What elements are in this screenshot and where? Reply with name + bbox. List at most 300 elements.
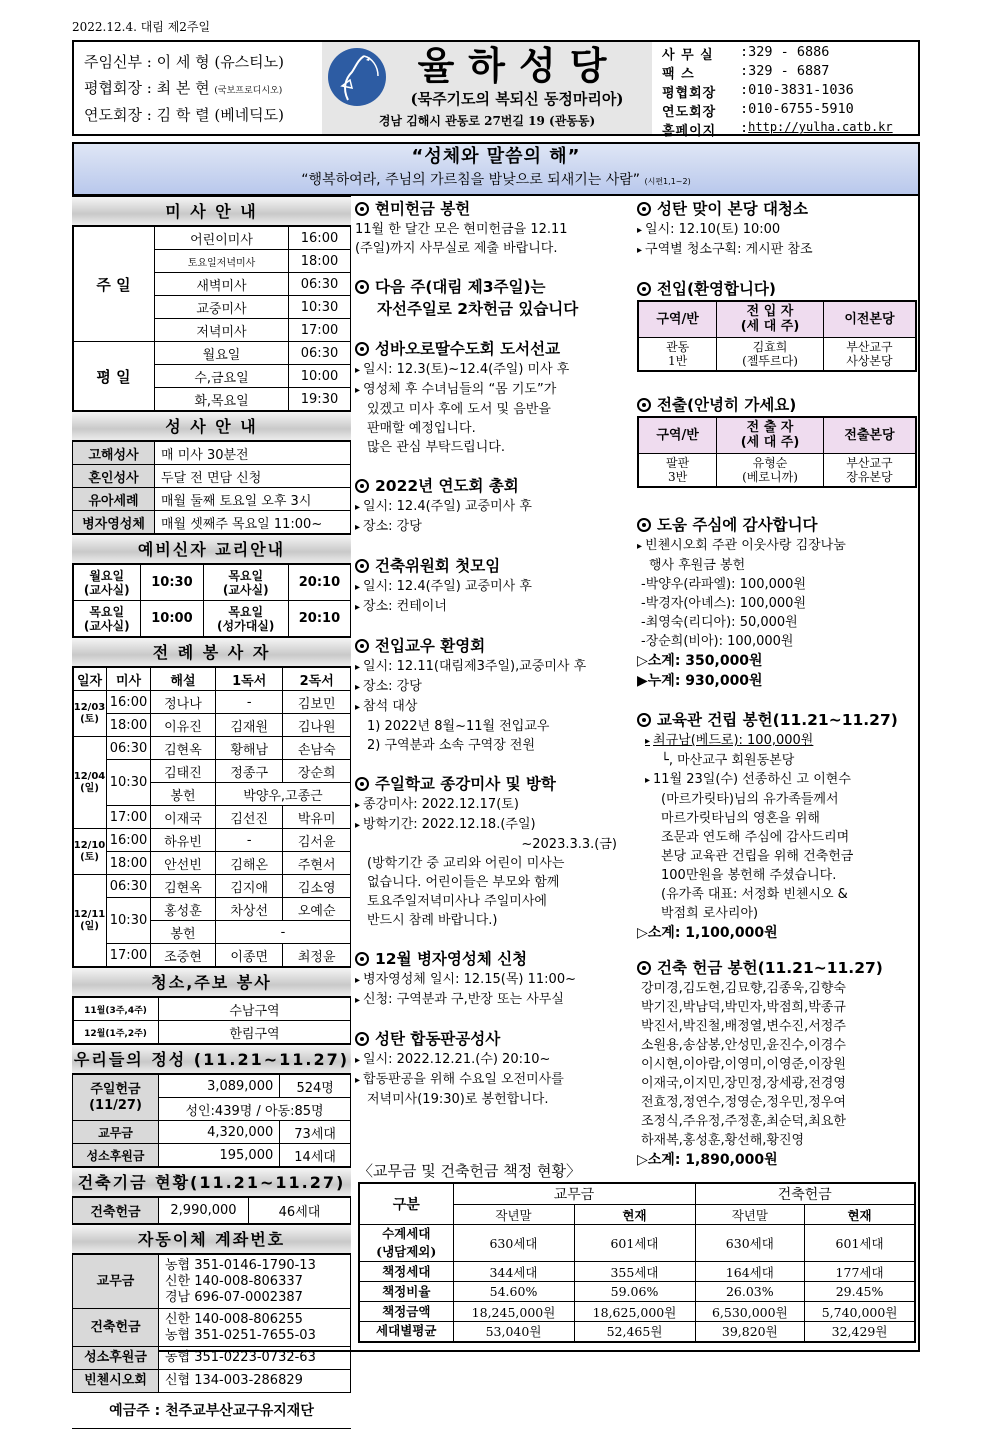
offering-row: 교무금 4,320,000 73세대 <box>73 1121 351 1144</box>
catechism-heading: 예비신자 교리안내 <box>72 534 351 564</box>
account-label: 성소후원금 <box>73 1347 159 1370</box>
notice-title: 성탄 맞이 본당 대청소 <box>637 198 917 220</box>
mass-day-label: 주 일 <box>73 227 155 342</box>
notice-line: 판매할 예정입니다. <box>367 421 476 436</box>
mass-name: 새벽미사 <box>155 273 289 296</box>
bullet-circle-icon <box>637 398 651 412</box>
notice-line: ▸ 방학기간: 2022.12.18.(주일) <box>355 815 627 835</box>
sacrament-detail: 두달 전 면담 신청 <box>155 465 351 488</box>
assessment-value: 5,740,000원 <box>805 1302 915 1322</box>
notice-line: 마르가릿타님의 영혼을 위해 <box>661 811 820 826</box>
liturgy-time: 10:30 <box>107 898 151 944</box>
subtotal: ▷소계: 350,000원 <box>637 653 763 669</box>
mass-name: 교중미사 <box>155 296 289 319</box>
sub-header: 현재 <box>805 1205 915 1225</box>
table-cell: 김효희 (젤뚜르다) <box>717 337 824 371</box>
notice-title: 전입(환영합니다) <box>637 278 917 300</box>
notice-line: ▸ 신청: 구역분과 구,반장 또는 사무실 <box>355 990 627 1010</box>
account-holder: 예금주 : 천주교부산교구유지재단 <box>72 1393 351 1429</box>
mass-name: 어린이미사 <box>155 227 289 250</box>
homepage-link[interactable]: http://yulha.catb.kr <box>748 120 893 134</box>
liturgy-row <box>73 944 351 967</box>
mass-time: 10:00 <box>289 365 351 388</box>
mass-time: 06:30 <box>289 273 351 296</box>
catechism-row: 월요일 (교사실) 10:30 목요일 (교사실) 20:10 <box>73 565 351 601</box>
assessment-row <box>359 1282 915 1302</box>
notice-line: ▸ 참석 대상 <box>355 697 627 717</box>
assessment-value: 26.03% <box>695 1282 805 1302</box>
bullet-circle-icon <box>355 1032 369 1046</box>
notice-line: 1) 2022년 8월~11월 전입교우 <box>367 719 550 734</box>
account-numbers: 신협 134-003-286829 <box>159 1370 351 1393</box>
offering-row: 성소후원금 195,000 14세대 <box>73 1144 351 1167</box>
notice-line: 본당 교육관 건립을 위해 건축헌금 <box>661 849 854 864</box>
mass-time: 10:30 <box>289 296 351 319</box>
contact-office: 사 무 실 : 329 - 6886 <box>662 44 830 63</box>
sunday-offering-label: 주일헌금 (11/27) <box>73 1075 159 1121</box>
donor-names: 소원용,송삼봉,안성민,윤진수,이경수 <box>641 1038 846 1053</box>
right-column <box>637 198 917 1170</box>
commentator: 김현옥 <box>151 737 216 760</box>
reader-2: 주현서 <box>283 852 351 875</box>
notice-line: ▸ 최규남(베드로): 100,000원 <box>637 731 917 751</box>
bullet-circle-icon <box>355 777 369 791</box>
row-label: 수계세대 (냉담제외) <box>359 1225 453 1262</box>
cleaning-row: 11월(3주,4주) 수남구역 <box>73 998 351 1021</box>
building-fund-heading: 건축기금 현황(11.21~11.27) <box>72 1167 351 1197</box>
notice-title: 전출(안녕히 가세요) <box>637 394 917 416</box>
commentator: 하유빈 <box>151 829 216 852</box>
liturgy-col-header: 1독서 <box>215 668 283 691</box>
bullet-circle-icon <box>355 559 369 573</box>
reader-1: 김해온 <box>215 852 283 875</box>
notice-line: ▸ 구역별 청소구획: 게시판 참조 <box>637 240 917 260</box>
notice-line: ~2023.3.3.(금) <box>521 837 617 852</box>
left-column <box>72 196 351 1429</box>
assessment-value: 52,465원 <box>574 1322 695 1342</box>
pastor-line: 주임신부 : 이 세 형 (유스티노) <box>84 52 285 71</box>
sacrament-detail: 매월 둘째 토요일 오후 3시 <box>155 488 351 511</box>
reader-1: 정종구 <box>215 760 283 783</box>
liturgy-role: 봉헌 <box>151 921 216 944</box>
sacrament-name: 고해성사 <box>73 442 155 465</box>
table-header: 구역/반 <box>638 301 717 337</box>
account-label: 빈첸시오회 <box>73 1370 159 1393</box>
mass-schedule-table <box>72 226 351 411</box>
mass-day-label: 평 일 <box>73 342 155 411</box>
catechism-table <box>72 564 351 637</box>
mass-time: 06:30 <box>289 342 351 365</box>
assessment-value: 601세대 <box>574 1225 695 1262</box>
sunday-offering-row: 주일헌금 (11/27) 3,089,000 524명 <box>73 1075 351 1098</box>
donor-names: 전효정,정연수,정영순,정우민,정우여 <box>641 1095 846 1110</box>
contact-prayer: 연도회장 : 010-6755-5910 <box>662 101 854 120</box>
sacrament-name: 병자영성체 <box>73 511 155 534</box>
row-label: 책정비율 <box>359 1282 453 1302</box>
bulletin-date: 2022.12.4. 대림 제2주일 <box>72 20 211 34</box>
notice-line: ▸ 일시: 12.4(주일) 교중미사 후 <box>355 577 627 597</box>
liturgy-col-header: 일자 <box>73 668 107 691</box>
mass-row <box>73 342 351 365</box>
sacrament-name: 유아세례 <box>73 488 155 511</box>
account-row <box>73 1309 351 1347</box>
notice-title: 주일학교 종강미사 및 방학 <box>355 773 627 795</box>
liturgy-col-header: 미사 <box>107 668 151 691</box>
contact-council: 평협회장 : 010-3831-1036 <box>662 82 854 101</box>
mass-name: 토요일저녁미사 <box>155 250 289 273</box>
notice-line: (마르가릿타)님의 유가족들께서 <box>661 792 839 807</box>
account-row <box>73 1347 351 1370</box>
account-label: 건축헌금 <box>73 1309 159 1347</box>
sacrament-detail: 매월 셋째주 목요일 11:00~ <box>155 511 351 534</box>
assessment-row <box>359 1262 915 1282</box>
offerings-heading: 우리들의 정성 (11.21~11.27) <box>72 1044 351 1074</box>
sacrament-row <box>73 488 351 511</box>
liturgy-time: 18:00 <box>107 852 151 875</box>
notice-line: ▸ 장소: 강당 <box>355 517 627 537</box>
bullet-circle-icon <box>355 639 369 653</box>
notice-line: -박양우(라파엘): 100,000원 <box>641 577 807 592</box>
reader-1: 김지애 <box>215 875 283 898</box>
sacrament-detail: 매 미사 30분전 <box>155 442 351 465</box>
liturgy-header-row <box>73 668 351 691</box>
reader-1: - <box>215 691 283 714</box>
sacrament-row <box>73 442 351 465</box>
table-header: 전 출 자 (세 대 주) <box>717 417 824 453</box>
assessment-value: 601세대 <box>805 1225 915 1262</box>
mass-schedule-heading: 미 사 안 내 <box>72 196 351 226</box>
liturgy-date: 12/11 (일) <box>73 875 107 967</box>
table-cell: 부산교구 장유본당 <box>823 453 916 487</box>
accounts-table <box>72 1254 351 1393</box>
liturgy-time: 17:00 <box>107 806 151 829</box>
notice-title: 도움 주심에 감사합니다 <box>637 514 917 536</box>
mass-row <box>73 227 351 250</box>
reader-2: 손남숙 <box>283 737 351 760</box>
mass-name: 저녁미사 <box>155 319 289 342</box>
cleaning-row: 12월(1주,2주) 한림구역 <box>73 1021 351 1044</box>
liturgy-date: 12/03 (토) <box>73 691 107 737</box>
liturgy-row <box>73 852 351 875</box>
bullet-circle-icon <box>637 282 651 296</box>
assessment-value: 18,625,000원 <box>574 1302 695 1322</box>
bullet-circle-icon <box>355 342 369 356</box>
assessment-value: 355세대 <box>574 1262 695 1282</box>
bulletin-header <box>72 40 920 139</box>
commentator: 이재국 <box>151 806 216 829</box>
mass-time: 18:00 <box>289 250 351 273</box>
building-fund-table <box>72 1197 351 1224</box>
bullet-circle-icon <box>355 280 369 294</box>
notice-title: 성바오로딸수도회 도서선교 <box>355 338 627 360</box>
account-row <box>73 1370 351 1393</box>
commentator: 안선빈 <box>151 852 216 875</box>
bullet-circle-icon <box>355 479 369 493</box>
reader-2: 최정윤 <box>283 944 351 967</box>
reader-1: 이종면 <box>215 944 283 967</box>
notice-title: 건축위원회 첫모임 <box>355 555 627 577</box>
bullet-circle-icon <box>637 961 651 975</box>
notice-block <box>355 555 627 617</box>
church-logo-icon <box>328 48 386 106</box>
notice-title: 성탄 합동판공성사 <box>355 1028 627 1050</box>
assessment-value: 54.60% <box>453 1282 574 1302</box>
subtotal: ▷소계: 1,100,000원 <box>637 925 778 941</box>
notice-line: ▸ 합동판공을 위해 수요일 오전미사를 <box>355 1070 627 1090</box>
sub-header: 작년말 <box>453 1205 574 1225</box>
row-label: 세대별평균 <box>359 1322 453 1342</box>
notice-line: (유가족 대표: 서정화 빈첸시오 & <box>661 887 848 902</box>
year-theme-banner <box>72 142 920 194</box>
notice-block <box>355 198 627 258</box>
liturgy-time: 10:30 <box>107 760 151 806</box>
liturgy-row <box>73 806 351 829</box>
theme-title: “성체와 말씀의 해” <box>411 146 581 167</box>
reader-1: 황해남 <box>215 737 283 760</box>
contact-info <box>652 42 918 139</box>
reader-2: 오예순 <box>283 898 351 921</box>
liturgy-time: 06:30 <box>107 737 151 760</box>
reader-1: 김재원 <box>215 714 283 737</box>
notice-line: ▸ 일시: 12.3(토)~12.4(주일) 미사 후 <box>355 360 627 380</box>
cleaning-heading: 청소,주보 봉사 <box>72 967 351 997</box>
notice-line: -장순희(비아): 100,000원 <box>641 634 794 649</box>
church-name: 율하성당 <box>417 44 621 88</box>
assessment-table <box>358 1182 916 1343</box>
notice-title: 2022년 연도회 총회 <box>355 475 627 497</box>
notice-line: ▸ 병자영성체 일시: 12.15(목) 11:00~ <box>355 970 627 990</box>
notice-block <box>355 948 627 1010</box>
sacrament-heading: 성 사 안 내 <box>72 411 351 441</box>
notice-title: 다음 주(대림 제3주일)는 <box>355 276 627 298</box>
commentator: 조중현 <box>151 944 216 967</box>
total: ▶누계: 930,000원 <box>637 673 763 689</box>
notice-line: -최영숙(리디아): 50,000원 <box>641 615 798 630</box>
liturgy-time: 16:00 <box>107 829 151 852</box>
notice-line: ▸ 11월 23일(수) 선종하신 고 이현수 <box>637 770 917 790</box>
reader-2: 장순희 <box>283 760 351 783</box>
sacrament-name: 혼인성사 <box>73 465 155 488</box>
notice-title: 12월 병자영성체 신청 <box>355 948 627 970</box>
assessment-value: 18,245,000원 <box>453 1302 574 1322</box>
notice-line: 없습니다. 어린이들은 부모와 함께 <box>367 875 560 890</box>
row-label: 책정세대 <box>359 1262 453 1282</box>
notice-block <box>355 1028 627 1109</box>
assessment-value: 177세대 <box>805 1262 915 1282</box>
accounts-heading: 자동이체 계좌번호 <box>72 1224 351 1254</box>
notice-line: 있겠고 미사 후에 도서 및 음반을 <box>367 402 551 417</box>
liturgy-row <box>73 737 351 760</box>
church-address: 경남 김해시 관동로 27번길 19 (관동동) <box>378 114 596 128</box>
offerings-table <box>72 1074 351 1167</box>
prayer-president-line: 연도회장 : 김 학 렬 (베네딕도) <box>84 106 285 125</box>
donor-names: 박기진,박남덕,박민자,박점희,박종규 <box>641 1000 846 1015</box>
donor-names: 강미경,김도현,김묘향,김종욱,김향숙 <box>641 981 846 996</box>
reader-2: 김보민 <box>283 691 351 714</box>
group-header: 건축헌금 <box>695 1183 915 1205</box>
liturgy-table <box>72 667 351 967</box>
assessment-value: 39,820원 <box>695 1322 805 1342</box>
commentator: 정나나 <box>151 691 216 714</box>
assessment-row <box>359 1225 915 1262</box>
notice-block <box>355 475 627 537</box>
parishioner-table <box>637 300 917 372</box>
notice-line: 저녁미사(19:30)로 봉헌합니다. <box>367 1092 549 1107</box>
notice-line: (주일)까지 사무실로 제출 바랍니다. <box>355 241 558 256</box>
liturgy-row <box>73 829 351 852</box>
parishioner-table <box>637 416 917 488</box>
liturgy-date: 12/04 (일) <box>73 737 107 829</box>
notice-line: ▸ 일시: 12.11(대림제3주일),교중미사 후 <box>355 657 627 677</box>
council-president-line: 평협회장 : 최 본 현 (국보프로디시오) <box>84 79 283 98</box>
bullet-circle-icon <box>637 518 651 532</box>
notice-line: ▸ 일시: 2022.12.21.(수) 20:10~ <box>355 1050 627 1070</box>
reader-2: 김소영 <box>283 875 351 898</box>
assessment-value: 53,040원 <box>453 1322 574 1342</box>
liturgy-time: 18:00 <box>107 714 151 737</box>
commentator: 이유진 <box>151 714 216 737</box>
liturgy-time: 16:00 <box>107 691 151 714</box>
liturgy-col-header: 2독서 <box>283 668 351 691</box>
assessment-row <box>359 1322 915 1342</box>
account-row <box>73 1255 351 1309</box>
sub-header: 작년말 <box>695 1205 805 1225</box>
theme-subtitle: “행복하여라, 주님의 가르침을 밤낮으로 되새기는 사람” (시편1,1~2) <box>301 172 691 188</box>
account-label: 교무금 <box>73 1255 159 1309</box>
sacrament-table <box>72 441 351 534</box>
bullet-circle-icon <box>355 952 369 966</box>
bullet-circle-icon <box>355 202 369 216</box>
notice-line: 반드시 참례 바랍니다.) <box>367 913 498 928</box>
donor-names: 조정식,주유정,주정훈,최순덕,최요한 <box>641 1114 846 1129</box>
sacrament-row <box>73 511 351 534</box>
notice-block <box>355 276 627 320</box>
catechism-row: 목요일 (교사실) 10:00 목요일 (성가대실) 20:10 <box>73 601 351 637</box>
group-header: 교무금 <box>453 1183 695 1205</box>
notice-title: 현미헌금 봉헌 <box>355 198 627 220</box>
notice-line: (방학기간 중 교리와 어린이 미사는 <box>367 856 565 871</box>
notice-line: -박경자(아녜스): 100,000원 <box>641 596 807 611</box>
reader-1: 차상선 <box>215 898 283 921</box>
sacrament-row <box>73 465 351 488</box>
notice-line: 많은 관심 부탁드립니다. <box>367 440 505 455</box>
notice-line: ▸ 종강미사: 2022.12.17(토) <box>355 795 627 815</box>
liturgy-col-header: 해설 <box>151 668 216 691</box>
notice-title: 전입교우 환영회 <box>355 635 627 657</box>
bullet-circle-icon <box>637 202 651 216</box>
reader-1: 김선진 <box>215 806 283 829</box>
assessment-value: 29.45% <box>805 1282 915 1302</box>
notice-line: 11월 한 달간 모은 현미헌금을 12.11 <box>355 222 568 237</box>
assessment-value: 32,429원 <box>805 1322 915 1342</box>
assessment-value: 630세대 <box>695 1225 805 1262</box>
assessment-section <box>358 1160 916 1343</box>
notice-line: ▸ 일시: 12.10(토) 10:00 <box>637 220 917 240</box>
assessment-value: 630세대 <box>453 1225 574 1262</box>
liturgy-heading: 전 례 봉 사 자 <box>72 637 351 667</box>
commentator: 김태진 <box>151 760 216 783</box>
church-patron: (묵주기도의 복되신 동정마리아) <box>410 90 624 108</box>
donor-names: 이재국,이지민,장민정,장세광,전경영 <box>641 1076 846 1091</box>
liturgy-date: 12/10 (토) <box>73 829 107 875</box>
table-cell: 관동 1반 <box>638 337 717 371</box>
mass-time: 16:00 <box>289 227 351 250</box>
reader-2: 박유미 <box>283 806 351 829</box>
liturgy-time: 17:00 <box>107 944 151 967</box>
notice-line: ▸ 일시: 12.4(주일) 교중미사 후 <box>355 497 627 517</box>
account-numbers: 신한 140-008-806255 농협 351-0251-7655-03 <box>159 1309 351 1347</box>
notice-line: ▸ 영성체 후 수녀님들의 “몸 기도”가 <box>355 380 627 400</box>
bullet-circle-icon <box>637 713 651 727</box>
assessment-row <box>359 1302 915 1322</box>
cleaning-table <box>72 997 351 1044</box>
liturgy-offering: - <box>215 921 350 944</box>
notice-title-cont: 자선주일로 2차헌금 있습니다 <box>377 300 579 318</box>
mass-time: 19:30 <box>289 388 351 411</box>
building-fund-row: 건축헌금 2,990,000 46세대 <box>73 1198 351 1224</box>
contact-homepage: 홈페이지 : http://yulha.catb.kr <box>662 120 893 139</box>
notice-line: 100만원을 봉헌해 주셨습니다. <box>661 868 837 883</box>
row-label: 책정금액 <box>359 1302 453 1322</box>
donor-names: 하재복,홍성훈,황선해,황진영 <box>641 1133 805 1148</box>
notice-line: 행사 후원금 봉헌 <box>649 558 746 573</box>
table-header: 전출본당 <box>823 417 916 453</box>
subtotal: ▷소계: 1,890,000원 <box>637 1152 778 1168</box>
notice-line: ▸ 빈첸시오회 주관 이웃사랑 김장나눔 <box>637 536 917 556</box>
assessment-value: 6,530,000원 <box>695 1302 805 1322</box>
mass-name: 월요일 <box>155 342 289 365</box>
church-banner <box>322 42 652 134</box>
sunday-attendance: 성인:439명 / 아동:85명 <box>159 1098 351 1121</box>
account-numbers: 농협 351-0223-0732-63 <box>159 1347 351 1370</box>
notice-title: 건축 헌금 봉헌(11.21~11.27) <box>637 957 917 979</box>
notice-line: 2) 구역분과 소속 구역장 전원 <box>367 738 536 753</box>
liturgy-row <box>73 875 351 898</box>
notice-line: └, 마산교구 회원동본당 <box>661 753 795 768</box>
liturgy-row <box>73 714 351 737</box>
reader-2: 김나원 <box>283 714 351 737</box>
liturgy-time: 06:30 <box>107 875 151 898</box>
notice-title: 교육관 건립 봉헌(11.21~11.27) <box>637 709 917 731</box>
table-cell: 부산교구 사상본당 <box>823 337 916 371</box>
notice-block <box>355 773 627 930</box>
assessment-value: 164세대 <box>695 1262 805 1282</box>
middle-column <box>355 198 627 1127</box>
commentator: 홍성훈 <box>151 898 216 921</box>
table-cell: 팔판 3반 <box>638 453 717 487</box>
mass-name: 수,금요일 <box>155 365 289 388</box>
notice-line: 조문과 연도해 주심에 감사드리며 <box>661 830 850 845</box>
row-label-header: 구분 <box>359 1183 453 1225</box>
table-header: 이전본당 <box>823 301 916 337</box>
donor-names: 박진서,박진철,배정열,변수진,서정주 <box>641 1019 846 1034</box>
table-header: 구역/반 <box>638 417 717 453</box>
reader-2: 김서윤 <box>283 829 351 852</box>
sub-header: 현재 <box>574 1205 695 1225</box>
table-cell: 유형순 (베로니까) <box>717 453 824 487</box>
notice-block <box>355 338 627 457</box>
notice-block <box>355 635 627 755</box>
account-numbers: 농협 351-0146-1790-13 신한 140-008-806337 경남 696-07-0002387 <box>159 1255 351 1309</box>
liturgy-row <box>73 760 351 783</box>
donor-names: 이시현,이아람,이영미,이영준,이장원 <box>641 1057 846 1072</box>
table-header: 전 입 자 (세 대 주) <box>717 301 824 337</box>
liturgy-role: 봉헌 <box>151 783 216 806</box>
contact-fax: 팩 스 : 329 - 6887 <box>662 63 830 82</box>
clergy-info <box>74 42 322 134</box>
notice-line: 박점희 로사리아) <box>661 906 759 921</box>
mass-name: 화,목요일 <box>155 388 289 411</box>
